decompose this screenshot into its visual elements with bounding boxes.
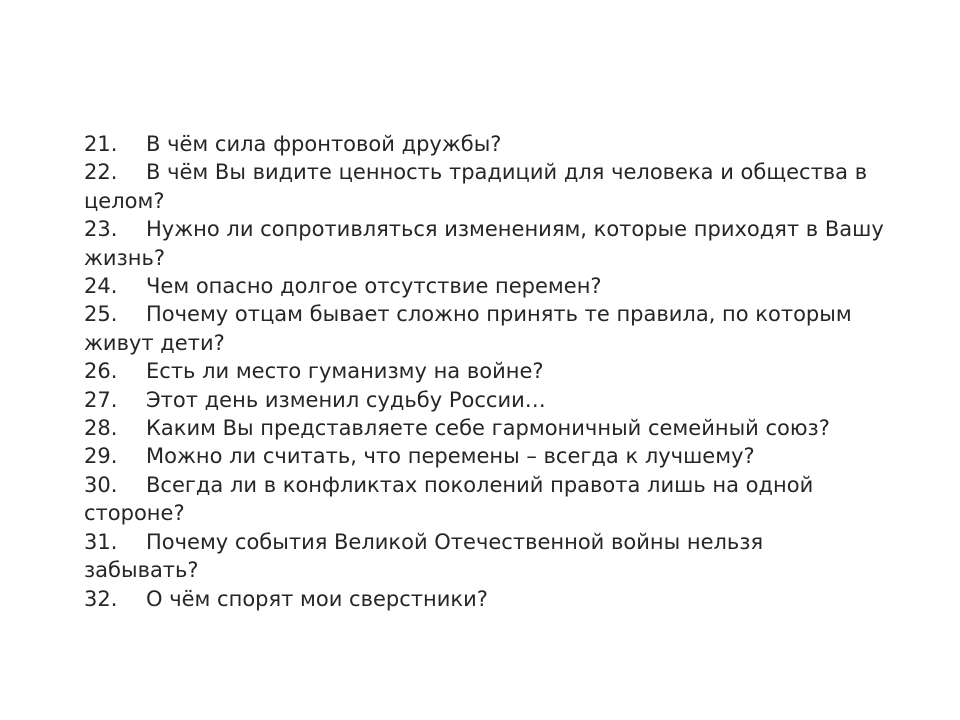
question-text: Всегда ли в конфликтах поколений правота лишь на одной стороне? — [84, 472, 814, 526]
question-item-30 — [84, 471, 884, 528]
question-item-22 — [84, 158, 884, 215]
question-text: Почему отцам бывает сложно принять те правила, по которым живут дети? — [84, 302, 852, 355]
question-text: Можно ли считать, что перемены – всегда к лучшему? — [146, 444, 755, 469]
question-text: Есть ли место гуманизму на войне? — [146, 359, 544, 384]
question-number: 29. — [84, 444, 118, 469]
question-number: 24. — [84, 274, 118, 299]
question-text: В чём Вы видите ценность традиций для человека и общества в целом? — [84, 160, 868, 213]
question-item-32 — [84, 585, 884, 613]
question-number: 22. — [84, 160, 118, 185]
question-item-27 — [84, 386, 884, 414]
question-text: Этот день изменил судьбу России… — [146, 387, 546, 412]
question-list — [84, 130, 884, 613]
question-item-26 — [84, 357, 884, 385]
question-item-29 — [84, 442, 884, 470]
question-number: 28. — [84, 416, 118, 441]
question-text: О чём спорят мои сверстники? — [146, 586, 488, 611]
question-text: Каким Вы представляете себе гармоничный семейный союз? — [146, 416, 830, 441]
question-text: Нужно ли сопротивляться изменениям, которые приходят в Вашу жизнь? — [84, 217, 884, 270]
question-item-25 — [84, 300, 884, 357]
question-text: Чем опасно долгое отсутствие перемен? — [146, 274, 602, 299]
question-item-21 — [84, 130, 884, 158]
question-item-24 — [84, 272, 884, 300]
question-item-23 — [84, 215, 884, 272]
question-number: 32. — [84, 586, 118, 611]
question-text: В чём сила фронтовой дружбы? — [146, 132, 502, 156]
question-number: 23. — [84, 217, 118, 242]
question-number: 31. — [84, 529, 118, 554]
question-text: Почему события Великой Отечественной войны нельзя забывать? — [84, 529, 764, 583]
question-item-28 — [84, 414, 884, 442]
question-number: 21. — [84, 132, 118, 156]
question-item-31 — [84, 528, 884, 585]
question-number: 25. — [84, 302, 118, 327]
question-number: 30. — [84, 472, 118, 497]
question-number: 26. — [84, 359, 118, 384]
question-number: 27. — [84, 387, 118, 412]
